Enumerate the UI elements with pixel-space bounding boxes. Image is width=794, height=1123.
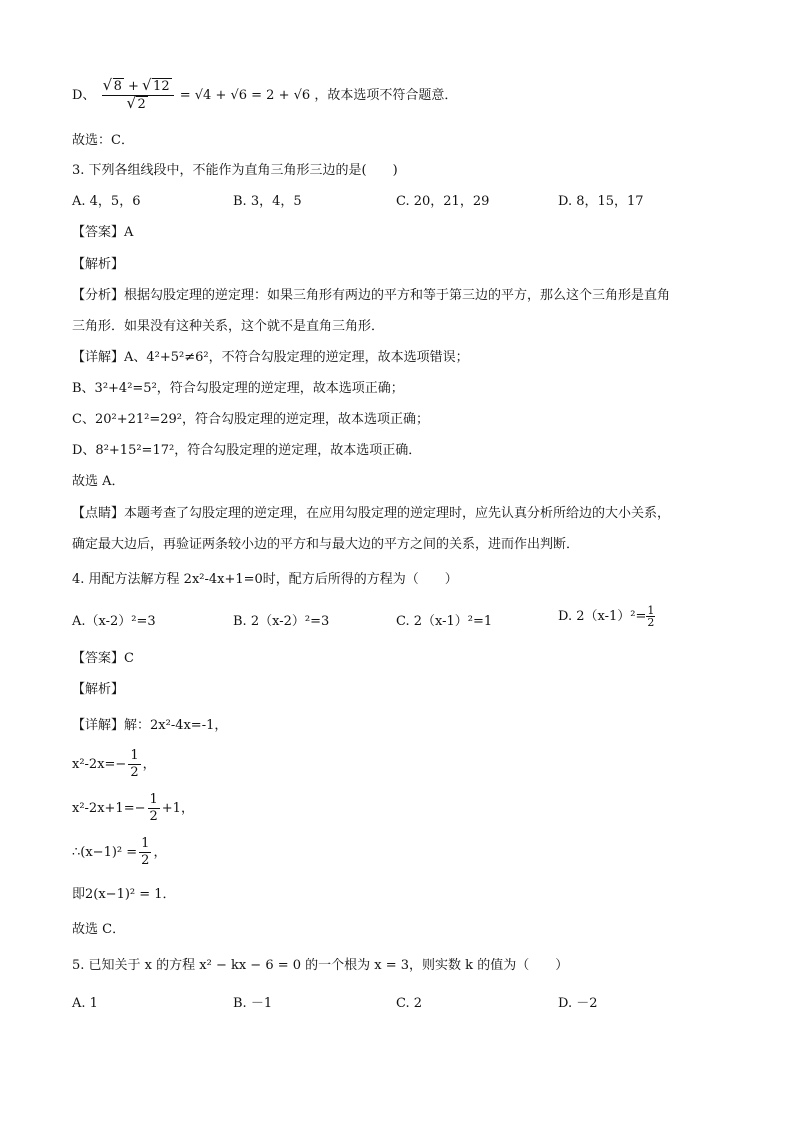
- q3-stem: 3. 下列各组线段中，不能作为直角三角形三边的是( ): [72, 163, 398, 178]
- q4-step3: [72, 792, 194, 825]
- q3-detail-c: C、20²+21²=29²，符合勾股定理的逆定理，故本选项正确；: [72, 412, 429, 427]
- q4-step1: 【详解】解：2x²-4x=-1，: [72, 718, 228, 733]
- sqrt-12: √ 12: [152, 78, 172, 95]
- prev-option-d: [72, 78, 457, 113]
- q4-step5: 即2(x−1)² = 1．: [72, 887, 176, 902]
- q5-stem: 5. 已知关于 x 的方程 x² − kx − 6 = 0 的一个根为 x = 3，则实数 k 的值为（ ）: [72, 958, 569, 973]
- q4-option-d-fraction: $\frac{1}{2}$: [647, 604, 655, 629]
- sqrt-8: √ 8: [113, 78, 124, 95]
- prev-d-fraction: [102, 78, 174, 113]
- q5-option-d: D. －2: [558, 996, 598, 1011]
- q3-detail-b: B、3²+4²=5²，符合勾股定理的逆定理，故本选项正确；: [72, 381, 404, 396]
- q3-fenxi-line1: 【分析】根据勾股定理的逆定理：如果三角形有两边的平方和等于第三边的平方，那么这个三角形是直角: [72, 288, 671, 303]
- q4-step2-tail: ，: [142, 757, 156, 772]
- q4-option-a: A.（x-2）²=3: [72, 614, 156, 629]
- prev-choice: 故选：C．: [72, 133, 134, 148]
- q4-stem: 4. 用配方法解方程 2x²-4x+1=0时，配方后所得的方程为（ ）: [72, 572, 458, 587]
- q3-analysis-tag: 【解析】: [72, 257, 125, 272]
- q4-answer: 【答案】C: [72, 651, 134, 666]
- q3-option-b: B. 3，4，5: [233, 194, 302, 209]
- q3-option-d: D. 8，15，17: [558, 194, 644, 209]
- q5-option-a: A. 1: [72, 996, 98, 1011]
- q4-step2-fraction: $\frac{1}{2}$: [130, 748, 139, 780]
- q3-option-a: A. 4，5，6: [72, 194, 141, 209]
- prev-d-prefix: D、: [72, 88, 96, 103]
- q5-option-c: C. 2: [396, 996, 423, 1011]
- q4-option-d: [558, 605, 655, 628]
- q3-choice: 故选 A．: [72, 474, 125, 489]
- q4-option-c: C. 2（x-1）²=1: [396, 614, 493, 629]
- prev-d-suffix: ，故本选项不符合题意．: [314, 88, 458, 103]
- q4-choice: 故选 C．: [72, 922, 126, 937]
- q3-fenxi-line2: 三角形．如果没有这种关系，这个就不是直角三角形．: [72, 319, 385, 334]
- q3-detail-d: D、8²+15²=17²，符合勾股定理的逆定理，故本选项正确．: [72, 443, 422, 458]
- q4-step4: [72, 836, 166, 869]
- plus-sign: +: [128, 79, 139, 94]
- q4-step3-lhs: x²-2x+1=−: [72, 801, 146, 816]
- prev-d-expr: = √4 + √6 = 2 + √6: [179, 88, 311, 103]
- q3-answer: 【答案】A: [72, 225, 134, 240]
- q3-dianjing-line2: 确定最大边后，再验证两条较小边的平方和与最大边的平方之间的关系，进而作出判断．: [72, 537, 580, 552]
- q4-step2-lhs: x²-2x=−: [72, 757, 127, 772]
- q3-option-c: C. 20，21，29: [396, 194, 490, 209]
- q4-option-b: B. 2（x-2）²=3: [233, 614, 330, 629]
- q4-analysis-tag: 【解析】: [72, 682, 125, 697]
- q4-step3-tail: +1，: [161, 801, 194, 816]
- q4-step4-fraction: $\frac{1}{2}$: [141, 836, 150, 868]
- q4-step4-lhs: ∴(x−1)² =: [72, 845, 138, 860]
- q4-step4-tail: ，: [153, 845, 167, 860]
- sqrt-2: √ 2: [136, 96, 147, 113]
- q4-step3-fraction: $\frac{1}{2}$: [149, 792, 158, 824]
- q3-dianjing-line1: 【点睛】本题考查了勾股定理的逆定理，在应用勾股定理的逆定理时，应先认真分析所给边的大小关系，: [72, 506, 671, 521]
- q5-option-b: B. －1: [233, 996, 273, 1011]
- q4-step2: [72, 748, 156, 781]
- q3-detail-a: 【详解】A、4²+5²≠6²，不符合勾股定理的逆定理，故本选项错误；: [72, 350, 469, 365]
- q4-option-d-text: D. 2（x-1）²=: [558, 609, 647, 624]
